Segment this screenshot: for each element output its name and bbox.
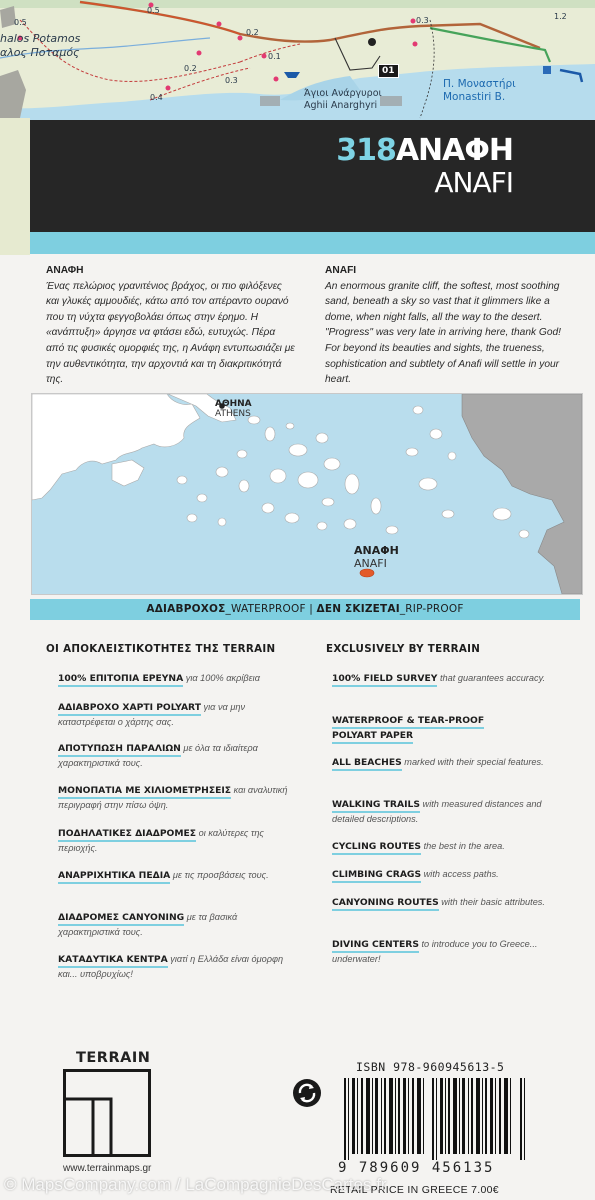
waterproof-bar: [30, 599, 580, 620]
feature-gr-item: [58, 868, 293, 883]
athens-label-en: ATHENS: [215, 409, 251, 419]
title-english: ANAFI: [434, 166, 513, 199]
feature-en-key: 100% FIELD SURVEY: [332, 673, 437, 687]
feature-gr-item: [58, 671, 293, 686]
description-english-text: An enormous granite cliff, the softest, most soothing sand, beneath a sky so vast that it glimmers like a dome, when night falls, all the way to the desert. "Progress" was very late in arriving here, thank God! For beyond its beauties and sights, the trueness, sophistication and subtlety of Anafi will settle in your heart.: [325, 280, 561, 386]
top-map-excerpt: [0, 0, 595, 122]
feature-en-item: [332, 797, 554, 826]
feature-gr-key: ΑΝΑΡΡΙΧΗΤΙΚΑ ΠΕΔΙΑ: [58, 870, 170, 884]
terrain-logo-icon: [63, 1069, 151, 1157]
map-edge-strip: [0, 118, 30, 255]
feature-gr-item: [58, 700, 293, 729]
ripproof-gr: ΔΕΝ ΣΚΙΖΕΤΑΙ: [316, 603, 400, 615]
river-label-gr: αλος Ποταμός: [0, 46, 80, 59]
map-code-number: 318: [336, 133, 396, 168]
feature-gr-key: ΠΟΔΗΛΑΤΙΚΕΣ ΔΙΑΔΡΟΜΕΣ: [58, 828, 196, 842]
distance-label: 0.2: [184, 64, 197, 73]
feature-en-value: with their basic attributes.: [438, 897, 545, 907]
feature-en-item: [332, 755, 554, 770]
distance-label: 0.1: [268, 52, 281, 61]
overview-map: [31, 393, 583, 595]
feature-gr-key: ΑΔΙΑΒΡΟΧΟ ΧΑΡΤΙ POLYART: [58, 702, 201, 716]
isbn-label: ISBN 978-960945613-5: [356, 1060, 505, 1074]
feature-en-key: DIVING CENTERS: [332, 939, 419, 953]
feature-en-item: [332, 867, 554, 882]
anafi-island-marker: [360, 569, 374, 577]
feature-gr-key: ΑΠΟΤΥΠΩΣΗ ΠΑΡΑΛΙΩΝ: [58, 743, 181, 757]
feature-en-key: WALKING TRAILS: [332, 799, 420, 813]
top-map-graphic: [0, 0, 595, 122]
feature-en-value: to introduce you to Greece... underwater!: [332, 939, 538, 964]
terrain-logo-mark: [66, 1072, 148, 1154]
barcode-icon: [344, 1078, 528, 1160]
anafi-label-en: ANAFI: [354, 557, 387, 570]
ripproof-en: _RIP-PROOF: [399, 603, 464, 615]
feature-gr-key: ΔΙΑΔΡΟΜΕΣ CANYONING: [58, 912, 184, 926]
distance-label: 0.5: [14, 18, 27, 27]
feature-gr-item: [58, 741, 293, 770]
feature-en-value: that guarantees accuracy.: [437, 673, 546, 683]
feature-gr-value: γιατί η Ελλάδα είναι όμορφη και... υποβρυχίως!: [58, 954, 284, 979]
monastery-label-gr: Π. Μοναστήρι: [443, 78, 516, 90]
terrain-url: www.terrainmaps.gr: [63, 1163, 152, 1174]
feature-gr-item: [58, 826, 293, 855]
feature-en-item: [332, 839, 554, 854]
waterproof-separator: |: [305, 603, 317, 615]
feature-en-item: [332, 671, 554, 686]
feature-gr-key: ΜΟΝΟΠΑΤΙΑ ΜΕ ΧΙΛΙΟΜΕΤΡΗΣΕΙΣ: [58, 785, 231, 799]
distance-label: 0.4: [150, 93, 163, 102]
feature-en-value: with measured distances and detailed descriptions.: [332, 799, 542, 824]
title-greek: ΑΝΑΦΗ: [395, 133, 513, 168]
copyright-watermark: © MapsCompany.com / LaCompagnieDesCartes.fr: [4, 1175, 387, 1194]
place-label-en: Aghii Anarghyri: [304, 100, 378, 111]
description-greek: [46, 263, 296, 388]
features-english-heading: EXCLUSIVELY BY TERRAIN: [326, 643, 481, 655]
title-band: [30, 120, 595, 232]
feature-gr-value: με τις προσβάσεις τους.: [170, 870, 269, 880]
feature-gr-key: ΚΑΤΑΔΥΤΙΚΑ ΚΕΝΤΡΑ: [58, 954, 168, 968]
features-greek-heading: ΟΙ ΑΠΟΚΛΕΙΣΤΙΚΟΤΗΤΕΣ ΤΗΣ TERRAIN: [46, 643, 276, 655]
feature-gr-item: [58, 952, 293, 981]
place-label-gr: Άγιοι Ανάργυροι: [304, 88, 382, 99]
feature-gr-value: για να μην καταστρέφεται ο χάρτης σας.: [58, 702, 246, 727]
river-label: halos Potamos: [0, 32, 81, 45]
waterproof-en: _WATERPROOF: [225, 603, 306, 615]
feature-en-key: ALL BEACHES: [332, 757, 402, 771]
description-greek-text: Ένας πελώριος γρανιτένιος βράχος, οι πιο φιλόξενες και γλυκές αμμουδιές, κάτω από τον απέραντο ουρανό που τη νύχτα φεγγοβολάει όπως στην έρημο. Η «ανάπτυξη» άργησε να φτάσει εδώ, ευτυχώς. Πέρα από τις φυσικές ομορφιές της, η Ανάφη εντυπωσιάζει με την αυθεντικότητα, την αρχοντιά και τη διακριτικότητά της.: [46, 280, 295, 386]
description-greek-heading: ΑΝΑΦΗ: [46, 265, 84, 276]
route-badge: 01: [378, 64, 399, 78]
barcode-digits: 9 789609 456135: [338, 1160, 495, 1176]
accent-bar: [30, 232, 595, 254]
feature-gr-key: 100% ΕΠΙΤΟΠΙΑ ΕΡΕΥΝΑ: [58, 673, 183, 687]
athens-label-gr: ΑΘΗΝΑ: [215, 399, 252, 409]
feature-gr-value: και αναλυτική περιγραφή στην πίσω όψη.: [58, 785, 288, 810]
feature-en-item: [332, 937, 554, 966]
feature-en-value: the best in the area.: [421, 841, 505, 851]
distance-label: 0.2: [246, 28, 259, 37]
monastery-label-en: Monastiri B.: [443, 91, 506, 103]
feature-en-item: [332, 713, 522, 743]
distance-label: 0.3: [225, 76, 238, 85]
feature-gr-value: οι καλύτερες της περιοχής.: [58, 828, 264, 853]
feature-en-key: CYCLING ROUTES: [332, 841, 421, 855]
description-english-heading: ANAFI: [325, 265, 357, 276]
description-english: [325, 263, 563, 388]
anafi-label-gr: ΑΝΑΦΗ: [354, 544, 399, 557]
map-code: [336, 133, 513, 168]
waterproof-gr: ΑΔΙΑΒΡΟΧΟΣ: [146, 603, 226, 615]
distance-label: 0.5: [147, 6, 160, 15]
retail-price: RETAIL PRICE IN GREECE 7.00€: [330, 1184, 499, 1196]
feature-en-key: CANYONING ROUTES: [332, 897, 439, 911]
distance-label: 1.2: [554, 12, 567, 21]
terrain-logo-text: TERRAIN: [76, 1050, 151, 1066]
feature-en-key: WATERPROOF & TEAR-PROOF POLYART PAPER: [332, 715, 484, 744]
feature-en-key: CLIMBING CRAGS: [332, 869, 421, 883]
feature-gr-value: με τα βασικά χαρακτηριστικά τους.: [58, 912, 238, 937]
feature-gr-value: για 100% ακρίβεια: [183, 673, 260, 683]
feature-gr-item: [58, 910, 293, 939]
feature-en-value: with access paths.: [421, 869, 499, 879]
feature-gr-value: με όλα τα ιδιαίτερα χαρακτηριστικά τους.: [58, 743, 258, 768]
feature-gr-item: [58, 783, 293, 812]
distance-label: 0.3: [416, 16, 429, 25]
overview-map-graphic: [32, 394, 582, 594]
feature-en-value: marked with their special features.: [401, 757, 544, 767]
feature-en-item: [332, 895, 554, 910]
recycle-icon: [292, 1078, 322, 1108]
